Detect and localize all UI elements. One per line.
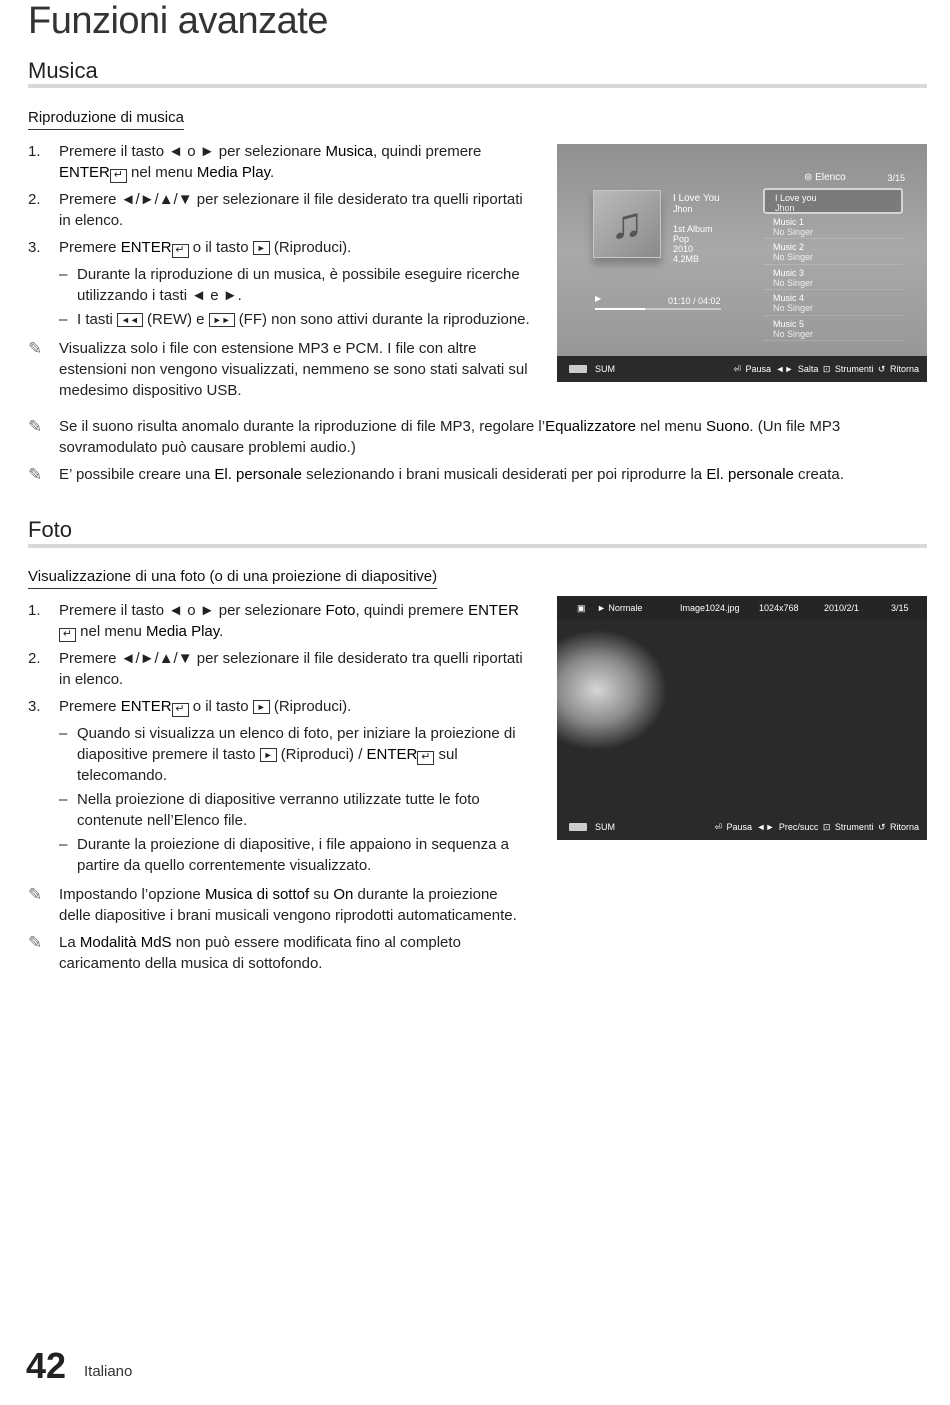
pencil-icon: ✎ xyxy=(28,465,43,484)
pencil-icon: ✎ xyxy=(28,885,43,904)
play-button-icon: ► xyxy=(253,241,270,255)
photo-dash-3: – Durante la proiezione di diapositive, i file appaiono in sequenza a partire da quello correntemente visualizzato. xyxy=(59,836,509,874)
equalizer-note: ✎ Se il suono risulta anomalo durante la riproduzione di file MP3, regolare l’Equalizzatore nel menu Suono. (Un file MP3 sovramodulato può causare problemi audio.) xyxy=(28,417,841,456)
photo-note-1: ✎ Impostando l’opzione Musica di sottof su On durante la proiezione delle diapositive i brani musicali vengono riprodotti automaticamente. xyxy=(28,885,517,924)
subhead-music: Riproduzione di musica xyxy=(28,109,184,130)
photo-viewer-screen xyxy=(557,596,927,840)
play-icon: ▶ xyxy=(595,294,602,303)
music-note: ✎ Visualizza solo i file con estensione MP3 e PCM. I file con altre estensioni non vengono visualizzati, nemmeno se sono stati salvati sul medesimo dispositivo USB. xyxy=(28,339,528,399)
playlist-count: 3/15 xyxy=(887,173,905,183)
section-title-music: Musica xyxy=(28,58,98,83)
playlist-item[interactable]: Music 3 No Singer xyxy=(763,265,903,291)
photo-icon: ▣ xyxy=(577,603,586,613)
photo-resolution: 1024x768 xyxy=(759,603,799,613)
playlist xyxy=(763,188,903,341)
page-title: Funzioni avanzate xyxy=(28,0,328,42)
music-player-screen xyxy=(557,144,927,382)
playlist-item[interactable]: Music 4 No Singer xyxy=(763,290,903,316)
photo-dash-1: – Quando si visualizza un elenco di foto, per iniziare la proiezione di diapositive premere il tasto ► (Riproduci) / ENTER ↵ sul telecomando. xyxy=(59,725,516,784)
photo-date: 2010/2/1 xyxy=(824,603,860,613)
photo-note-2: ✎ La Modalità MdS non può essere modificata fino al completo caricamento della musica di sottofondo. xyxy=(28,933,461,972)
music-wide-notes xyxy=(28,416,927,491)
photo-image xyxy=(557,620,927,814)
control-bar xyxy=(557,814,927,840)
usb-icon xyxy=(569,365,587,373)
section-title-photo: Foto xyxy=(28,517,73,542)
subhead-photo: Visualizzazione di una foto (o di una proiezione di diapositive) xyxy=(28,568,437,589)
enter-icon: ↵ xyxy=(110,169,127,183)
device-label: SUM xyxy=(595,822,615,832)
music-dash-2: – I tasti ◄◄ (REW) e ►► (FF) non sono attivi durante la riproduzione. xyxy=(59,311,530,328)
section-rule xyxy=(28,84,927,88)
enter-icon: ↵ xyxy=(59,628,76,642)
photo-instructions xyxy=(28,600,533,980)
photo-filename: Image1024.jpg xyxy=(680,603,740,613)
playlist-header: ⊜ Elenco xyxy=(804,172,846,183)
music-instructions xyxy=(28,141,533,407)
photo-count: 3/15 xyxy=(891,603,909,613)
control-hints: ⏎ Pausa ◄► Salta ⊡ Strumenti ↺ Ritorna xyxy=(733,364,919,374)
music-step-1: 1. Premere il tasto ◄ o ► per selezionare Musica, quindi premere ENTER ↵ nel menu Media Play. xyxy=(28,143,482,181)
pencil-icon: ✎ xyxy=(28,417,43,436)
playlist-item[interactable]: Music 5 No Singer xyxy=(763,316,903,342)
photo-dash-2: – Nella proiezione di diapositive verranno utilizzate tutte le foto contenute nell’Elenco file. xyxy=(59,791,480,829)
playback-time: 01:10 / 04:02 xyxy=(668,296,721,306)
control-bar xyxy=(557,356,927,382)
photo-step-2: 2. Premere ◄/►/▲/▼ per selezionare il file desiderato tra quelli riportati in elenco. xyxy=(28,650,523,688)
photo-step-1: 1. Premere il tasto ◄ o ► per selezionare Foto, quindi premere ENTER↵ nel menu Media Play. xyxy=(28,602,519,640)
photo-info-bar xyxy=(557,596,927,620)
enter-icon: ↵ xyxy=(417,751,434,765)
device-label: SUM xyxy=(595,364,615,374)
play-button-icon: ► xyxy=(260,748,277,762)
control-hints: ⏎ Pausa ◄► Prec/succ ⊡ Strumenti ↺ Ritorna xyxy=(714,822,919,832)
play-button-icon: ► xyxy=(253,700,270,714)
slideshow-mode: ► Normale xyxy=(597,603,643,613)
page-language: Italiano xyxy=(84,1363,133,1380)
music-dash-1: – Durante la riproduzione di un musica, è possibile eseguire ricerche utilizzando i tasti ◄ e ►. xyxy=(59,266,520,304)
track-info: I Love You Jhon 1st Album Pop 2010 4.2MB xyxy=(673,193,720,264)
music-note-icon: ♫ xyxy=(593,190,661,258)
music-step-2: 2. Premere ◄/►/▲/▼ per selezionare il file desiderato tra quelli riportati in elenco. xyxy=(28,191,523,229)
page-number: 42 xyxy=(26,1345,67,1386)
playlist-item[interactable]: I Love you Jhon xyxy=(763,188,903,214)
pencil-icon: ✎ xyxy=(28,933,43,952)
section-rule xyxy=(28,544,927,548)
enter-icon: ↵ xyxy=(172,703,189,717)
rew-button-icon: ◄◄ xyxy=(117,313,143,327)
usb-icon xyxy=(569,823,587,831)
playlist-item[interactable]: Music 1 No Singer xyxy=(763,214,903,240)
music-step-3: 3. Premere ENTER ↵ o il tasto ► (Riproduci). xyxy=(28,239,352,256)
photo-step-3: 3. Premere ENTER ↵ o il tasto ► (Riproduci). xyxy=(28,698,352,715)
playlist-note: ✎ E’ possibile creare una El. personale selezionando i brani musicali desiderati per poi riprodurre la El. personale creata. xyxy=(28,465,844,484)
list-icon: ⊜ xyxy=(804,172,813,183)
progress-bar[interactable] xyxy=(595,308,721,310)
pencil-icon: ✎ xyxy=(28,339,43,358)
playlist-item[interactable]: Music 2 No Singer xyxy=(763,239,903,265)
ff-button-icon: ►► xyxy=(209,313,235,327)
enter-icon: ↵ xyxy=(172,244,189,258)
